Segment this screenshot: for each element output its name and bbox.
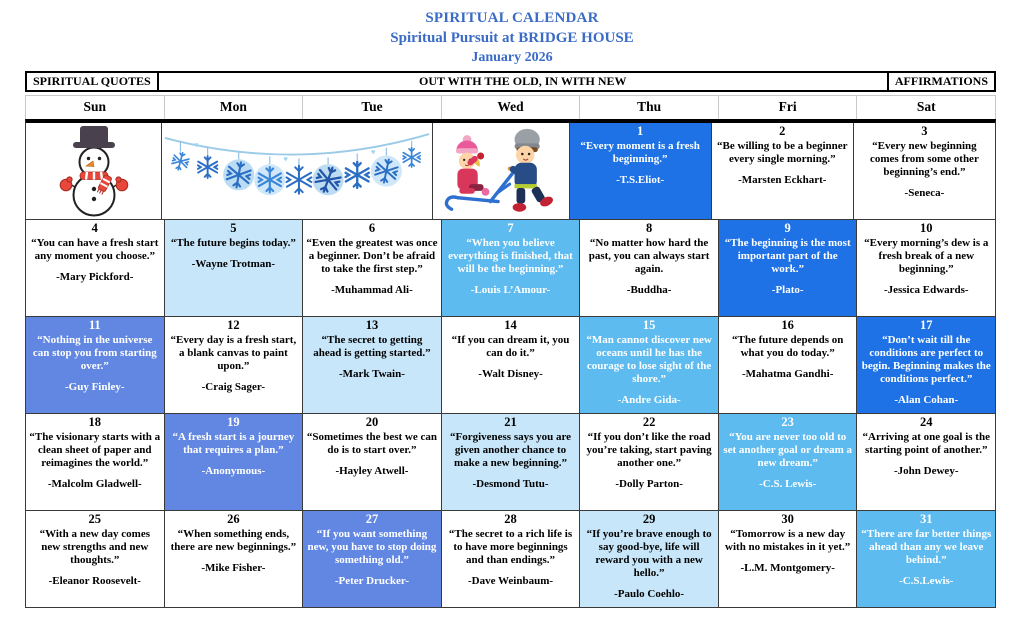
quote-author: -Paulo Coehlo- <box>614 588 685 601</box>
quote-author: -Plato- <box>771 284 804 297</box>
day-number: 30 <box>781 512 794 526</box>
quote-author: -Marsten Eckhart- <box>738 174 827 187</box>
calendar-cell-day-25 <box>26 511 165 607</box>
calendar-title-block <box>0 0 1024 67</box>
snowman-illustration <box>42 125 146 217</box>
day-number: 5 <box>230 221 237 235</box>
quote-text: “You are never too old to set another goal or dream a new dream.” <box>723 431 852 470</box>
quote-author: -Mary Pickford- <box>56 271 134 284</box>
quote-author: -Walt Disney- <box>478 368 543 381</box>
quote-author: -Guy Finley- <box>64 381 125 394</box>
calendar-table <box>25 71 996 608</box>
quote-text: “Every morning’s dew is a fresh break of a new beginning.” <box>864 237 989 276</box>
quote-author: -Louis L’Amour- <box>470 284 551 297</box>
quote-author: -Anonymous- <box>201 465 266 478</box>
day-number: 4 <box>91 221 98 235</box>
calendar-week-row <box>26 220 995 317</box>
quote-text: “Nothing in the universe can stop you from starting over.” <box>32 334 157 373</box>
calendar-cell-day-5 <box>165 220 304 316</box>
day-number: 17 <box>920 318 933 332</box>
quote-author: -Jessica Edwards- <box>883 284 969 297</box>
banner-affirmations: AFFIRMATIONS <box>887 73 994 90</box>
calendar-cell-day-1 <box>570 123 712 219</box>
calendar-cell-day-6 <box>303 220 442 316</box>
calendar-cell-snowman <box>26 123 162 219</box>
calendar-cell-day-9 <box>719 220 858 316</box>
quote-text: “The secret to a rich life is to have more beginnings and than endings.” <box>448 528 573 567</box>
day-number: 31 <box>920 512 933 526</box>
quote-author: -Peter Drucker- <box>334 575 410 588</box>
calendar-cell-day-12 <box>165 317 304 413</box>
quote-author: -T.S.Eliot- <box>616 174 665 187</box>
quote-text: “No matter how hard the past, you can always start again. <box>588 237 710 276</box>
calendar-cell-day-18 <box>26 414 165 510</box>
day-number: 12 <box>227 318 240 332</box>
dow-fri: Fri <box>719 96 858 119</box>
calendar-week-row <box>26 511 995 607</box>
quote-author: -Malcolm Gladwell- <box>47 478 142 491</box>
quote-text: “The beginning is the most important part of the work.” <box>724 237 851 276</box>
day-number: 23 <box>781 415 794 429</box>
quote-text: “Sometimes the best we can do is to start over.” <box>306 431 438 457</box>
day-number: 18 <box>88 415 102 429</box>
day-number: 21 <box>504 415 517 429</box>
day-number: 13 <box>365 318 379 332</box>
quote-author: -C.S.Lewis- <box>899 575 954 588</box>
quote-author: -Buddha- <box>626 284 672 297</box>
day-number: 11 <box>88 318 101 332</box>
banner-row <box>25 71 996 92</box>
calendar-grid <box>25 119 996 608</box>
calendar-cell-day-15 <box>580 317 719 413</box>
calendar-cell-kids <box>433 123 569 219</box>
quote-text: “If you’re brave enough to say good-bye, life will reward you with a new hello.” <box>586 528 712 580</box>
calendar-subtitle: Spiritual Pursuit at BRIDGE HOUSE <box>390 29 634 46</box>
calendar-cell-day-31 <box>857 511 995 607</box>
calendar-cell-day-19 <box>165 414 304 510</box>
quote-author: -Andre Gida- <box>617 394 681 407</box>
dow-thu: Thu <box>580 96 719 119</box>
day-of-week-header-row <box>25 95 996 119</box>
quote-author: -Mike Fisher- <box>201 562 266 575</box>
banner-theme: OUT WITH THE OLD, IN WITH NEW <box>419 74 627 88</box>
quote-text: “A fresh start is a journey that requires a plan.” <box>172 431 295 457</box>
quote-author: -Craig Sager- <box>201 381 266 394</box>
calendar-cell-day-23 <box>719 414 858 510</box>
calendar-cell-day-21 <box>442 414 581 510</box>
quote-author: -Muhammad Ali- <box>331 284 413 297</box>
calendar-cell-day-3 <box>854 123 995 219</box>
calendar-cell-day-26 <box>165 511 304 607</box>
calendar-cell-day-22 <box>580 414 719 510</box>
calendar-cell-day-4 <box>26 220 165 316</box>
calendar-cell-day-16 <box>719 317 858 413</box>
quote-text: “The visionary starts with a clean sheet of paper and reimagines the world.” <box>29 431 161 470</box>
calendar-cell-day-29 <box>580 511 719 607</box>
day-number: 24 <box>920 415 933 429</box>
quote-text: “Every new beginning comes from some other beginning’s end.” <box>869 140 979 179</box>
day-number: 8 <box>645 221 653 235</box>
quote-text: “If you don’t like the road you’re taking, start paving another one.” <box>586 431 712 470</box>
dow-tue: Tue <box>303 96 442 119</box>
quote-text: “Man cannot discover new oceans until he has the courage to lose sight of the shore.” <box>586 334 712 386</box>
svg-text:♥: ♥ <box>283 154 289 164</box>
calendar-week-row <box>26 414 995 511</box>
calendar-cell-day-27 <box>303 511 442 607</box>
calendar-week-row <box>26 317 995 414</box>
quote-author: -Wayne Trotman- <box>191 258 276 271</box>
day-number: 25 <box>88 512 102 526</box>
day-number: 9 <box>784 221 791 235</box>
calendar-cell-day-8 <box>580 220 719 316</box>
day-number: 10 <box>920 221 933 235</box>
day-number: 15 <box>642 318 656 332</box>
day-number: 2 <box>779 124 786 138</box>
calendar-cell-day-24 <box>857 414 995 510</box>
quote-author: -Alan Cohan- <box>894 394 959 407</box>
children-sledding-illustration <box>438 124 564 218</box>
quote-text: “If you can dream it, you can do it.” <box>451 334 570 360</box>
calendar-cell-day-2 <box>712 123 854 219</box>
calendar-month-year: January 2026 <box>471 49 553 65</box>
svg-text:♥: ♥ <box>371 147 376 157</box>
quote-text: “Don’t wait till the conditions are perfect to begin. Beginning makes the conditions perfect.” <box>861 334 991 386</box>
calendar-cell-day-11 <box>26 317 165 413</box>
quote-text: “Even the greatest was once a beginner. Don’t be afraid to take the first step.” <box>306 237 438 276</box>
quote-text: “If you want something new, you have to stop doing something old.” <box>307 528 437 567</box>
quote-author: -Dolly Parton- <box>615 478 683 491</box>
quote-author: -Dave Weinbaum- <box>467 575 554 588</box>
quote-author: -Eleanor Roosevelt- <box>48 575 141 588</box>
calendar-cell-day-30 <box>719 511 858 607</box>
quote-text: “When something ends, there are new beginnings.” <box>170 528 297 554</box>
day-number: 28 <box>504 512 517 526</box>
snowflake-garland-illustration <box>162 125 433 217</box>
svg-text:♥: ♥ <box>194 140 199 150</box>
day-number: 20 <box>365 415 379 429</box>
quote-text: “The future depends on what you do today.” <box>732 334 844 360</box>
day-number: 3 <box>921 124 928 138</box>
quote-text: “Every moment is a fresh beginning.” <box>580 140 700 166</box>
dow-sat: Sat <box>857 96 995 119</box>
quote-text: “There are far better things ahead than any we leave behind.” <box>861 528 992 567</box>
quote-author: -Mahatma Gandhi- <box>741 368 834 381</box>
quote-author: -Mark Twain- <box>338 368 405 381</box>
calendar-cell-day-20 <box>303 414 442 510</box>
dow-mon: Mon <box>165 96 304 119</box>
day-number: 22 <box>642 415 656 429</box>
quote-text: “Forgiveness says you are given another chance to make a new beginning.” <box>449 431 572 470</box>
day-number: 19 <box>227 415 240 429</box>
calendar-cell-day-13 <box>303 317 442 413</box>
banner-spiritual-quotes: SPIRITUAL QUOTES <box>27 73 159 90</box>
quote-author: -Seneca- <box>904 187 945 200</box>
quote-author: -L.M. Montgomery- <box>740 562 835 575</box>
quote-text: “With a new day comes new strengths and new thoughts.” <box>39 528 150 567</box>
quote-author: -C.S. Lewis- <box>759 478 817 491</box>
quote-text: “Every day is a fresh start, a blank canvas to paint upon.” <box>170 334 297 373</box>
quote-text: “The secret to getting ahead is getting started.” <box>313 334 431 360</box>
quote-author: -John Dewey- <box>894 465 959 478</box>
day-number: 16 <box>781 318 794 332</box>
quote-text: “You can have a fresh start any moment you choose.” <box>31 237 159 263</box>
day-number: 29 <box>642 512 656 526</box>
calendar-cell-day-28 <box>442 511 581 607</box>
quote-text: “When you believe everything is finished, that will be the beginning.” <box>448 237 573 276</box>
quote-text: “Tomorrow is a new day with no mistakes in it yet.” <box>725 528 851 554</box>
calendar-cell-day-17 <box>857 317 995 413</box>
dow-sun: Sun <box>26 96 165 119</box>
day-number: 7 <box>507 221 514 235</box>
calendar-week-row <box>26 123 995 220</box>
calendar-title: SPIRITUAL CALENDAR <box>425 10 599 26</box>
quote-author: -Desmond Tutu- <box>472 478 549 491</box>
day-number: 14 <box>504 318 517 332</box>
quote-text: “Arriving at one goal is the starting point of another.” <box>862 431 990 457</box>
calendar-cell-garland <box>162 123 433 219</box>
calendar-cell-day-10 <box>857 220 995 316</box>
day-number: 6 <box>368 221 376 235</box>
day-number: 1 <box>637 124 644 138</box>
quote-text: “Be willing to be a beginner every single morning.” <box>717 140 848 166</box>
dow-wed: Wed <box>442 96 581 119</box>
calendar-cell-day-14 <box>442 317 581 413</box>
quote-text: “The future begins today.” <box>170 237 296 250</box>
day-number: 26 <box>227 512 240 526</box>
quote-author: -Hayley Atwell- <box>335 465 409 478</box>
calendar-cell-day-7 <box>442 220 581 316</box>
day-number: 27 <box>365 512 379 526</box>
